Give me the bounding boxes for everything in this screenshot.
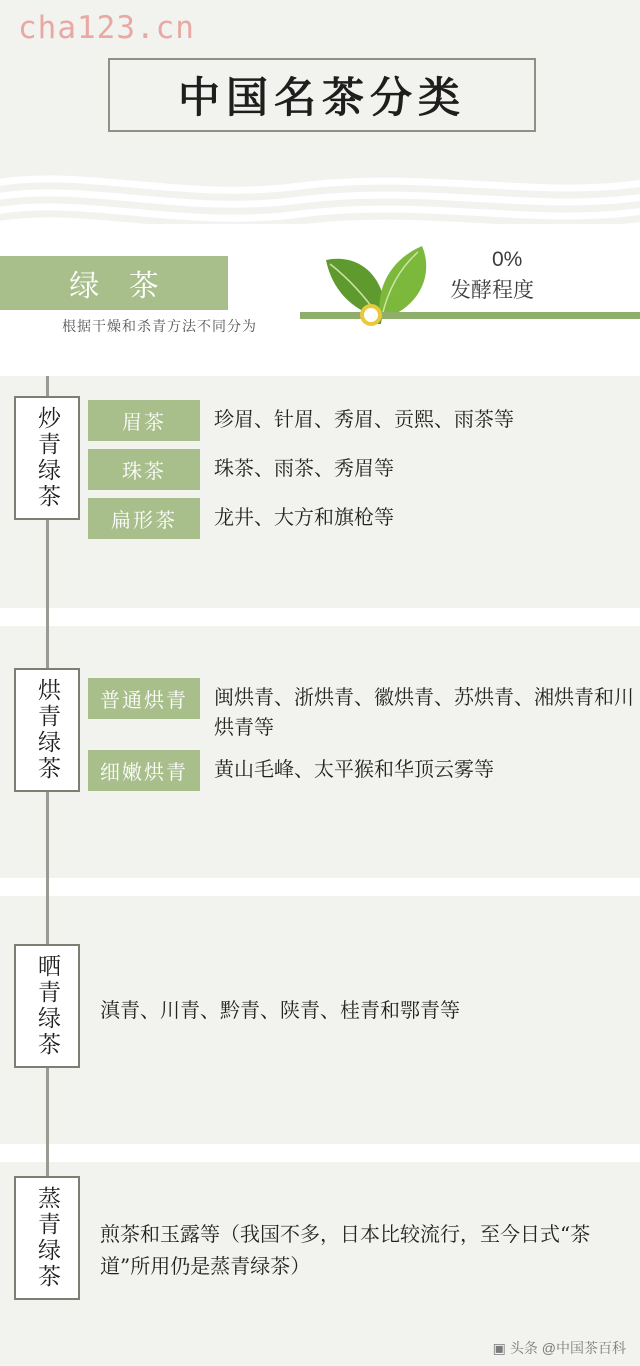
category-band [0,224,640,376]
row-description-zhengqing: 煎茶和玉露等（我国不多，日本比较流行，至今日式“茶道”所用仍是蒸青绿茶） [100,1222,591,1278]
title-box [108,58,536,132]
row-name-chaoqing [14,396,80,520]
subitem-desc: 珍眉、针眉、秀眉、贡熙、雨茶等 [214,407,514,431]
row-shaiqing [0,896,640,1144]
page-header [0,0,640,224]
row-label: 晒青绿茶 [34,954,60,1058]
list-item [88,449,640,490]
subitem-desc: 龙井、大方和旗枪等 [214,505,394,529]
row-name-shaiqing [14,944,80,1068]
row-name-hongqing [14,668,80,792]
footer-source [493,1338,626,1358]
fermentation-indicator [300,238,640,348]
row-label: 蒸青绿茶 [34,1186,60,1290]
row-zhengqing [0,1162,640,1366]
category-label [0,256,228,310]
connector-line [46,1162,49,1176]
page-title: 中国名茶分类 [177,73,466,122]
connector-line [46,1144,49,1162]
source-text: 头条 @中国茶百科 [509,1340,626,1356]
fermentation-percent: 0% [492,248,523,271]
row-gap [0,1144,640,1162]
fermentation-marker [360,304,382,326]
fermentation-bar [300,312,640,319]
subitem-desc: 闽烘青、浙烘青、徽烘青、苏烘青、湘烘青和川烘青等 [214,685,634,739]
subitem-tag: 珠茶 [88,449,200,490]
row-name-zhengqing [14,1176,80,1300]
row-hongqing [0,626,640,878]
subitem-desc: 黄山毛峰、太平猴和华顶云雾等 [214,757,494,781]
category-name: 绿 茶 [69,269,169,304]
category-subtitle: 根据干燥和杀青方法不同分为 [62,318,257,334]
row-label: 烘青绿茶 [34,678,60,782]
list-item [88,678,640,742]
list-item [88,498,640,539]
source-icon: ▣ [492,1340,506,1356]
subitem-tag: 眉茶 [88,400,200,441]
watermark-text: cha123.cn [18,10,195,46]
subitem-desc: 珠茶、雨茶、秀眉等 [214,456,394,480]
subitem-list-hongqing [88,626,640,791]
row-label: 炒青绿茶 [34,406,60,510]
list-item [88,400,640,441]
connector-line [46,878,49,896]
row-gap [0,608,640,626]
subitem-tag: 细嫩烘青 [88,750,200,791]
list-item [88,750,640,791]
row-gap [0,878,640,896]
row-description-shaiqing: 滇青、川青、黔青、陕青、桂青和鄂青等 [100,998,460,1022]
subitem-tag: 扁形茶 [88,498,200,539]
fermentation-label: 发酵程度 [450,279,534,302]
subitem-list-chaoqing [88,376,640,539]
subitem-tag: 普通烘青 [88,678,200,719]
wave-decoration [0,164,640,224]
connector-line [46,608,49,626]
row-chaoqing [0,376,640,608]
